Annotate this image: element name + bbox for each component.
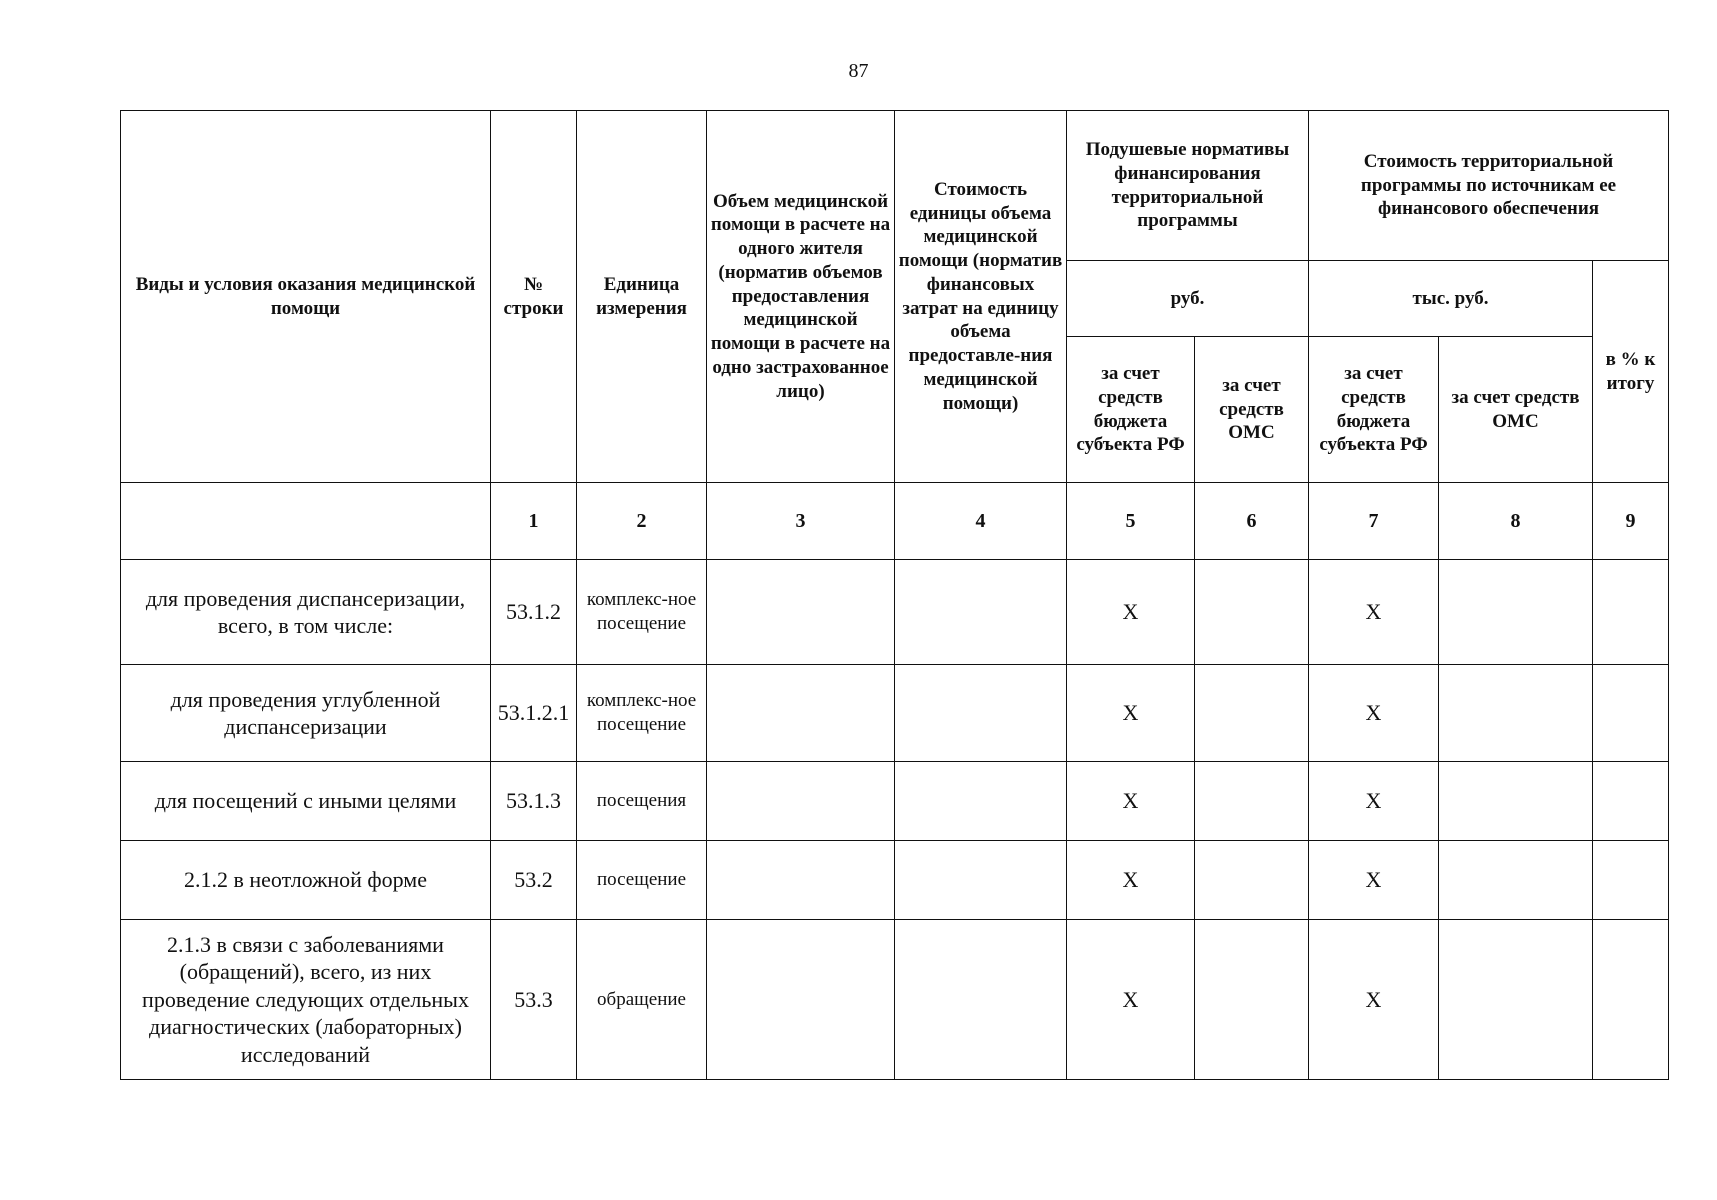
- row-cost: [895, 841, 1067, 920]
- header-volume: Объем медицинской помощи в расчете на одного жителя (норматив объемов предоставления медицинской помощи в расчете на одно застрахованное лицо): [707, 111, 895, 483]
- row-percent: [1593, 841, 1669, 920]
- header-unit-rub: руб.: [1067, 261, 1309, 337]
- row-budget-rf-2: X: [1309, 920, 1439, 1080]
- row-oms-2: [1439, 841, 1593, 920]
- row-cost: [895, 560, 1067, 665]
- row-name: для посещений с иными целями: [121, 762, 491, 841]
- row-budget-rf: X: [1067, 920, 1195, 1080]
- header-unit-thousand-rub: тыс. руб.: [1309, 261, 1593, 337]
- row-budget-rf-2: X: [1309, 665, 1439, 762]
- row-unit: обращение: [577, 920, 707, 1080]
- column-number: 6: [1195, 483, 1309, 560]
- row-volume: [707, 841, 895, 920]
- header-cost: Стоимость единицы объема медицинской помощи (норматив финансовых затрат на единицу объема предоставле-ния медицинской помощи): [895, 111, 1067, 483]
- row-unit: посещения: [577, 762, 707, 841]
- table-row: [121, 665, 1669, 762]
- row-budget-rf-2: X: [1309, 560, 1439, 665]
- row-oms: [1195, 665, 1309, 762]
- header-budget-rf: за счет средств бюджета субъекта РФ: [1067, 337, 1195, 483]
- row-oms: [1195, 920, 1309, 1080]
- row-percent: [1593, 665, 1669, 762]
- row-oms: [1195, 560, 1309, 665]
- row-budget-rf: X: [1067, 665, 1195, 762]
- header-kind: Виды и условия оказания медицинской помощи: [121, 111, 491, 483]
- row-name: 2.1.3 в связи с заболеваниями (обращений), всего, из них проведение следующих отдельных диагностических (лабораторных) исследований: [121, 920, 491, 1080]
- row-number: 53.1.2: [491, 560, 577, 665]
- header-row-no: № строки: [491, 111, 577, 483]
- column-number: 1: [491, 483, 577, 560]
- row-number: 53.1.3: [491, 762, 577, 841]
- header-program-cost: Стоимость территориальной программы по источникам ее финансового обеспечения: [1309, 111, 1669, 261]
- row-budget-rf: X: [1067, 560, 1195, 665]
- header-oms-2: за счет средств ОМС: [1439, 337, 1593, 483]
- row-percent: [1593, 762, 1669, 841]
- row-budget-rf-2: X: [1309, 762, 1439, 841]
- row-budget-rf: X: [1067, 841, 1195, 920]
- page-number: 87: [848, 60, 869, 82]
- column-number: 8: [1439, 483, 1593, 560]
- header-budget-rf-2: за счет средств бюджета субъекта РФ: [1309, 337, 1439, 483]
- column-number: 7: [1309, 483, 1439, 560]
- row-number: 53.3: [491, 920, 577, 1080]
- financing-table: [120, 110, 1669, 1080]
- row-unit: комплекс-ное посещение: [577, 665, 707, 762]
- row-unit: комплекс-ное посещение: [577, 560, 707, 665]
- table-row: [121, 560, 1669, 665]
- row-cost: [895, 762, 1067, 841]
- row-name: 2.1.2 в неотложной форме: [121, 841, 491, 920]
- header-unit: Единица измерения: [577, 111, 707, 483]
- column-number-empty: [121, 483, 491, 560]
- row-volume: [707, 560, 895, 665]
- row-name: для проведения диспансеризации, всего, в том числе:: [121, 560, 491, 665]
- header-percent: в % к итогу: [1593, 261, 1669, 483]
- header-oms: за счет средств ОМС: [1195, 337, 1309, 483]
- column-number: 3: [707, 483, 895, 560]
- column-number-row: [121, 483, 1669, 560]
- header-per-capita: Подушевые нормативы финансирования территориальной программы: [1067, 111, 1309, 261]
- row-volume: [707, 665, 895, 762]
- row-oms-2: [1439, 560, 1593, 665]
- row-oms-2: [1439, 665, 1593, 762]
- column-number: 4: [895, 483, 1067, 560]
- row-name: для проведения углубленной диспансеризации: [121, 665, 491, 762]
- row-budget-rf-2: X: [1309, 841, 1439, 920]
- row-unit: посещение: [577, 841, 707, 920]
- table-row: [121, 841, 1669, 920]
- table-row: [121, 920, 1669, 1080]
- row-number: 53.2: [491, 841, 577, 920]
- row-oms-2: [1439, 762, 1593, 841]
- row-volume: [707, 762, 895, 841]
- row-oms: [1195, 841, 1309, 920]
- column-number: 9: [1593, 483, 1669, 560]
- row-percent: [1593, 920, 1669, 1080]
- row-budget-rf: X: [1067, 762, 1195, 841]
- row-cost: [895, 920, 1067, 1080]
- row-percent: [1593, 560, 1669, 665]
- column-number: 2: [577, 483, 707, 560]
- row-oms-2: [1439, 920, 1593, 1080]
- row-number: 53.1.2.1: [491, 665, 577, 762]
- row-cost: [895, 665, 1067, 762]
- table-row: [121, 762, 1669, 841]
- row-oms: [1195, 762, 1309, 841]
- column-number: 5: [1067, 483, 1195, 560]
- row-volume: [707, 920, 895, 1080]
